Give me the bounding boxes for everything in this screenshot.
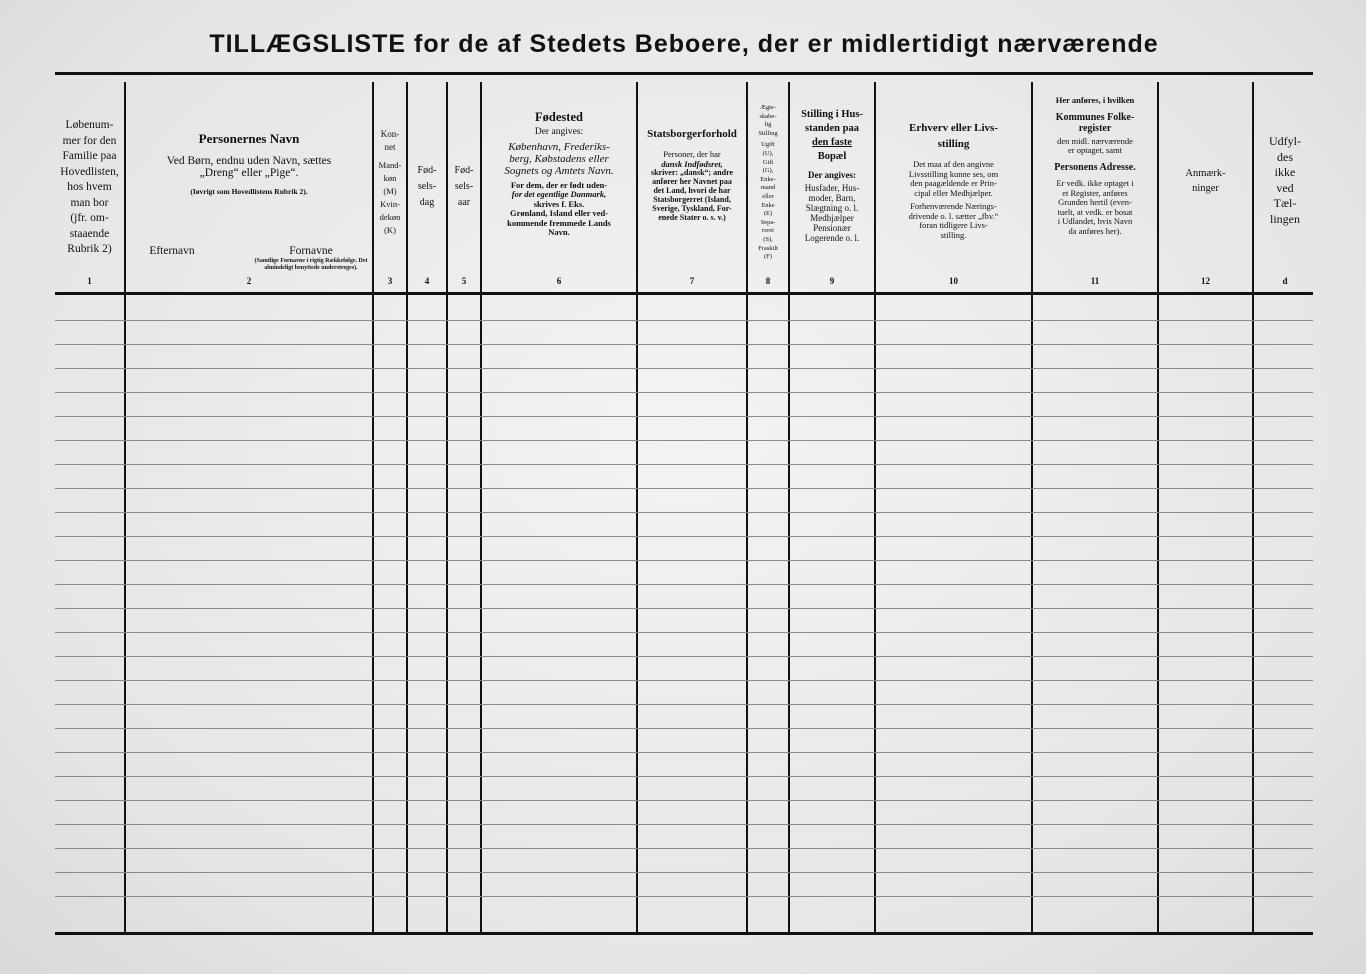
col11-line: da anføres her). xyxy=(1068,225,1122,236)
col3-line: Mand- xyxy=(378,160,402,170)
col3-line: køn xyxy=(383,173,397,183)
col5-line: sels- xyxy=(454,181,474,192)
col9-line: Medhjælper xyxy=(810,213,854,224)
col12-line: Anmærk- xyxy=(1185,168,1226,179)
col9-line: moder, Barn, xyxy=(808,193,856,204)
col12-header xyxy=(1159,166,1252,378)
col12-line: ninger xyxy=(1192,183,1219,194)
row-rule xyxy=(55,656,1313,657)
col8-line: eller xyxy=(762,192,774,200)
col7-line: Personer, der har xyxy=(663,149,721,160)
cold-line: Tæl- xyxy=(1273,196,1297,210)
col-number: 7 xyxy=(689,276,695,286)
cold-line: ikke xyxy=(1274,165,1296,179)
col1-line: man bor xyxy=(70,196,109,209)
col2-header xyxy=(126,132,372,344)
col10-line: foran tidligere Livs- xyxy=(919,220,988,231)
page-title: TILLÆGSLISTE for de af Stedets Beboere, der er midlertidigt nærværende xyxy=(209,30,1159,58)
col-number: 9 xyxy=(829,276,835,286)
col11-line: tuelt, at vedk. er bosat xyxy=(1057,206,1133,217)
col11-top: Her anføres, i hvilken xyxy=(1055,96,1135,105)
col10-line: Forhenværende Nærings- xyxy=(910,201,997,212)
col5-line: Fød- xyxy=(454,165,474,176)
col6-it2: berg, Købstadens eller xyxy=(509,152,609,165)
col-number: 1 xyxy=(87,276,92,286)
row-rule xyxy=(55,440,1313,441)
col-number: 4 xyxy=(424,276,430,286)
col10-title2: stilling xyxy=(937,138,970,150)
col2-note: (Iøvrigt som Hovedlistens Rubrik 2). xyxy=(190,187,308,197)
row-rule xyxy=(55,416,1313,417)
row-rule xyxy=(55,728,1313,729)
col6-p1: For dem, der er født uden- xyxy=(510,179,608,190)
col3-line: net xyxy=(384,142,396,152)
cold-line: des xyxy=(1277,149,1293,164)
col9-title1: Stilling i Hus- xyxy=(801,109,863,120)
col9-line: Husfader, Hus- xyxy=(804,183,860,194)
col9-title4: Bopæl xyxy=(817,151,847,162)
col8-line: lig xyxy=(764,121,772,129)
col2-title: Personernes Navn xyxy=(198,132,300,146)
col8-line: Ægte- xyxy=(760,104,776,111)
col1-line: (jfr. om- xyxy=(70,212,109,224)
col10-line: Livsstilling kunne ses, om xyxy=(908,168,999,179)
col8-line: skabe- xyxy=(759,112,777,120)
col2-surname-label xyxy=(132,245,212,261)
cold-line: ved xyxy=(1276,180,1294,195)
col3-line: (M) xyxy=(383,186,397,196)
row-rule xyxy=(55,872,1313,873)
col11-line: Grunden hertil (even- xyxy=(1058,197,1132,208)
col8-line: (G), xyxy=(762,167,774,175)
row-rule xyxy=(55,368,1313,369)
col4-line: sels- xyxy=(417,181,437,192)
row-rule xyxy=(55,464,1313,465)
col7-line: enede Stater o. s. v.) xyxy=(658,213,726,223)
cold-line: lingen xyxy=(1270,211,1300,226)
col4-line: Fød- xyxy=(417,165,437,176)
col8-line: (U), xyxy=(762,149,774,157)
firstnames-note: (Samtlige Fornavne i rigtig Rækkefølge. Det almindeligt benyttede understreges). xyxy=(254,257,368,271)
col7-line: anfører her Navnet paa xyxy=(652,177,732,187)
col6-p3: skrives f. Eks. xyxy=(533,198,585,209)
col8-line: Enke xyxy=(761,201,775,209)
row-rule xyxy=(55,896,1313,897)
col11-line: i Udlandet, hvis Navn xyxy=(1057,216,1133,227)
row-rule xyxy=(55,320,1313,321)
col11-title1: Kommunes Folke- xyxy=(1055,111,1135,123)
col7-line: dansk Indfødsret, xyxy=(661,158,723,169)
col9-line: Pensionær xyxy=(813,223,851,234)
col11-line: et Register, anføres xyxy=(1062,187,1128,198)
col10-line: Det maa af den angivne xyxy=(913,159,994,169)
col2-text2: „Dreng“ eller „Pige“. xyxy=(199,167,299,180)
col6-title: Fødested xyxy=(535,110,583,124)
col11-title3: Personens Adresse. xyxy=(1054,161,1136,173)
col6-it3: Sognets og Amtets Navn. xyxy=(504,165,614,178)
col7-header xyxy=(638,128,746,340)
col10-header xyxy=(876,120,1031,332)
row-rule xyxy=(55,824,1313,825)
col8-line: (F) xyxy=(764,253,772,261)
col8-line: (E) xyxy=(763,210,773,218)
col4-line: dag xyxy=(419,197,435,208)
col5-line: aar xyxy=(457,197,471,208)
col-number: 10 xyxy=(949,276,958,286)
col3-line: dekøn xyxy=(379,212,401,222)
col3-line: (K) xyxy=(384,225,396,235)
col-number: 3 xyxy=(387,276,393,286)
col1-line: hos hvem xyxy=(67,181,112,193)
col7-line: skriver: „dansk“; andre xyxy=(650,168,734,178)
col10-line: stilling. xyxy=(940,229,967,240)
col10-line: cipal eller Medhjælper. xyxy=(914,187,993,198)
col8-line: reret xyxy=(762,227,774,235)
col6-sub: Der angives: xyxy=(534,127,584,137)
col3-line: Kon- xyxy=(380,129,400,139)
col7-line: det Land, hvori de har xyxy=(653,186,731,196)
col8-line: Stilling xyxy=(758,129,778,137)
row-rule xyxy=(55,344,1313,345)
row-rule xyxy=(55,512,1313,513)
col6-p2: for det egentlige Danmark, xyxy=(511,189,607,200)
col1-line: staaende xyxy=(69,227,110,240)
col-number: 11 xyxy=(1090,276,1100,286)
firstnames-label: Fornavne xyxy=(289,245,333,257)
col6-header xyxy=(482,110,636,322)
col8-line: mand xyxy=(760,184,776,192)
col-number: 12 xyxy=(1201,276,1210,286)
row-rule xyxy=(55,632,1313,633)
col6-p5: kommende fremmede Lands xyxy=(507,217,611,228)
col8-line: Ugift xyxy=(761,141,775,149)
col6-it1: København, Frederiks- xyxy=(508,140,610,153)
col1-line: Rubrik 2) xyxy=(67,243,112,255)
col-number: 2 xyxy=(246,276,252,286)
row-rule xyxy=(55,560,1313,561)
cold-header xyxy=(1254,134,1316,346)
col6-p4: Grønland, Island eller ved- xyxy=(509,208,609,219)
col9-line: Logerende o. l. xyxy=(804,233,860,244)
col-number: 6 xyxy=(556,276,562,286)
col1-line: Løbenum- xyxy=(65,119,114,131)
row-rule xyxy=(55,704,1313,705)
col8-line: (S), xyxy=(763,235,773,243)
col8-line: Gift xyxy=(762,158,774,166)
col2-text1: Ved Børn, endnu uden Navn, sættes xyxy=(166,154,332,167)
col6-p6: Navn. xyxy=(548,227,570,238)
col-number: 5 xyxy=(461,276,467,286)
cold-line: Udfyl- xyxy=(1269,134,1301,148)
col7-title: Statsborgerforhold xyxy=(647,128,737,140)
col9-title3: den faste xyxy=(812,137,852,148)
col9-line: Slægtning o. l. xyxy=(805,203,859,214)
col9-sub: Der angives: xyxy=(807,170,857,180)
row-rule xyxy=(55,488,1313,489)
col3-line: Kvin- xyxy=(380,199,400,209)
col9-title2: standen paa xyxy=(805,123,859,134)
col1-line: Hovedlisten, xyxy=(60,165,119,178)
row-rule xyxy=(55,392,1313,393)
row-rule xyxy=(55,680,1313,681)
col-number: 8 xyxy=(765,276,771,286)
col-number: d xyxy=(1282,276,1288,286)
col11-line: er optaget, samt xyxy=(1067,145,1123,156)
col8-line: Enke- xyxy=(760,175,776,183)
col9-header xyxy=(790,108,874,320)
bottom-rule xyxy=(55,932,1313,935)
col10-title1: Erhverv eller Livs- xyxy=(909,122,998,134)
col3-header xyxy=(374,128,406,340)
col1-header xyxy=(55,118,124,330)
row-rule xyxy=(55,848,1313,849)
col11-line: den midl. nærværende xyxy=(1057,135,1133,146)
top-rule xyxy=(55,72,1313,75)
col11-line: Er vedk. ikke optaget i xyxy=(1056,178,1134,189)
col7-line: Statsborgerret (Island, xyxy=(653,195,731,205)
col10-line: drivende o. l. sætter „fhv.“ xyxy=(908,210,999,221)
row-rule xyxy=(55,536,1313,537)
col8-line: Fraskilt xyxy=(758,244,778,252)
row-rule xyxy=(55,584,1313,585)
col1-line: mer for den xyxy=(62,134,117,147)
row-rule xyxy=(55,800,1313,801)
row-rule xyxy=(55,776,1313,777)
col7-line: Sverige, Tyskland, For- xyxy=(652,204,732,214)
col1-line: Familie paa xyxy=(62,150,117,162)
row-rule xyxy=(55,752,1313,753)
col10-line: den paagældende er Prin- xyxy=(910,178,997,189)
col8-line: Sepa- xyxy=(760,218,776,226)
col11-title2: register xyxy=(1078,122,1112,134)
row-rule xyxy=(55,608,1313,609)
surname-label: Efternavn xyxy=(149,245,195,257)
